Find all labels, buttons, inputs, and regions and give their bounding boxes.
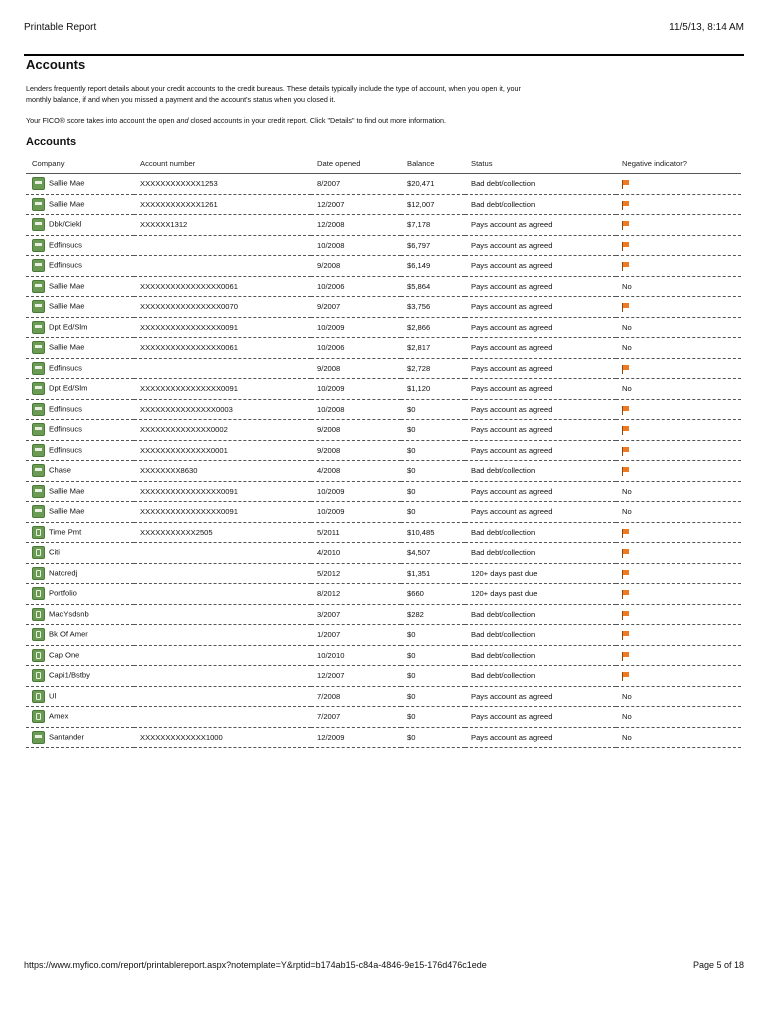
date-opened-cell: 7/2008 [311,686,401,707]
status-cell: Pays account as agreed [465,256,616,277]
company-name: Sallie Mae [49,506,85,516]
date-opened-cell: 12/2009 [311,727,401,748]
company-name: Edfinsucs [49,424,82,434]
date-opened-cell: 10/2008 [311,235,401,256]
company-name: Santander [49,732,85,742]
balance-cell: $660 [401,584,465,605]
negative-indicator-cell: No [616,707,741,728]
negative-indicator-cell: No [616,686,741,707]
table-row [26,625,741,646]
negative-indicator-cell [616,358,741,379]
negative-flag-icon [622,262,629,270]
page-title: Printable Report [24,22,97,33]
balance-cell: $0 [401,481,465,502]
table-title: Accounts [26,136,77,148]
table-row [26,440,741,461]
column-header-status: Status [465,154,616,174]
table-row [26,645,741,666]
column-header-date-opened: Date opened [311,154,401,174]
loan-icon [32,464,45,477]
loan-icon [32,505,45,518]
negative-indicator-cell [616,522,741,543]
date-opened-cell: 9/2008 [311,256,401,277]
negative-indicator-cell [616,440,741,461]
company-cell [26,174,134,195]
company-name: Bk Of Amer [49,629,88,639]
date-opened-cell: 10/2009 [311,317,401,338]
balance-cell: $7,178 [401,215,465,236]
status-cell: Pays account as agreed [465,215,616,236]
date-opened-cell: 10/2008 [311,399,401,420]
status-cell: Pays account as agreed [465,481,616,502]
company-name: Amex [49,711,69,721]
column-header-company: Company [26,154,134,174]
negative-indicator-cell [616,543,741,564]
balance-cell: $0 [401,645,465,666]
company-cell [26,215,134,236]
table-row [26,584,741,605]
negative-indicator-cell: No [616,481,741,502]
status-cell: Bad debt/collection [465,174,616,195]
company-name: Time Pmt [49,527,82,537]
negative-flag-icon [622,672,629,680]
loan-icon [32,341,45,354]
card-icon [32,710,45,723]
date-opened-cell: 8/2012 [311,584,401,605]
date-opened-cell: 9/2008 [311,420,401,441]
company-cell [26,481,134,502]
status-cell: Pays account as agreed [465,686,616,707]
company-cell [26,645,134,666]
date-opened-cell: 9/2008 [311,358,401,379]
status-cell: 120+ days past due [465,563,616,584]
negative-flag-icon [622,406,629,414]
table-row [26,522,741,543]
balance-cell: $0 [401,420,465,441]
company-cell [26,584,134,605]
account-number-cell: XXXXXXXXXXXXX1000 [134,727,311,748]
negative-indicator-cell: No [616,727,741,748]
company-name: Sallie Mae [49,342,85,352]
company-name: Edfinsucs [49,240,82,250]
balance-cell: $10,485 [401,522,465,543]
negative-flag-icon [622,303,629,311]
status-cell: 120+ days past due [465,584,616,605]
negative-indicator-cell [616,297,741,318]
account-number-cell [134,235,311,256]
date-opened-cell: 10/2009 [311,502,401,523]
status-cell: Bad debt/collection [465,522,616,543]
loan-icon [32,239,45,252]
account-number-cell [134,563,311,584]
account-number-cell: XXXXXXXXXXXXXXXX0061 [134,276,311,297]
balance-cell: $5,864 [401,276,465,297]
balance-cell: $2,817 [401,338,465,359]
account-number-cell: XXXXXXXXXXXXXXXX0091 [134,481,311,502]
account-number-cell: XXXXXX1312 [134,215,311,236]
company-cell [26,297,134,318]
status-cell: Pays account as agreed [465,440,616,461]
negative-indicator-cell [616,625,741,646]
date-opened-cell: 9/2008 [311,440,401,461]
company-name: Capi1/Bstby [49,670,90,680]
column-header-account-number: Account number [134,154,311,174]
account-number-cell: XXXXXXXXXXXXXXXX0061 [134,338,311,359]
table-row [26,317,741,338]
company-name: Cap One [49,650,80,660]
company-name: Dpt Ed/Slm [49,322,88,332]
print-datetime: 11/5/13, 8:14 AM [669,22,744,33]
negative-flag-icon [622,590,629,598]
account-number-cell [134,543,311,564]
negative-indicator-cell [616,215,741,236]
balance-cell: $6,797 [401,235,465,256]
table-row [26,194,741,215]
date-opened-cell: 10/2006 [311,338,401,359]
company-cell [26,522,134,543]
account-number-cell: XXXXXXXXXXX2505 [134,522,311,543]
balance-cell: $0 [401,727,465,748]
company-cell [26,440,134,461]
company-name: Portfolio [49,588,77,598]
negative-flag-icon [622,201,629,209]
table-row [26,502,741,523]
company-cell [26,461,134,482]
negative-indicator-cell [616,256,741,277]
card-icon [32,567,45,580]
negative-flag-icon [622,180,629,188]
account-number-cell [134,604,311,625]
status-cell: Bad debt/collection [465,604,616,625]
company-name: Ul [49,691,57,701]
status-cell: Pays account as agreed [465,297,616,318]
loan-icon [32,485,45,498]
account-number-cell [134,645,311,666]
account-number-cell: XXXXXXXXXXXXXXXX0091 [134,317,311,338]
table-row [26,543,741,564]
card-icon [32,690,45,703]
negative-flag-icon [622,570,629,578]
company-name: Sallie Mae [49,199,85,209]
negative-indicator-cell: No [616,276,741,297]
date-opened-cell: 12/2007 [311,666,401,687]
account-number-cell: XXXXXXXXXXXXXXXX0070 [134,297,311,318]
balance-cell: $0 [401,461,465,482]
card-icon [32,608,45,621]
status-cell: Bad debt/collection [465,194,616,215]
account-number-cell [134,584,311,605]
negative-flag-icon [622,611,629,619]
table-row [26,563,741,584]
company-name: Edfinsucs [49,404,82,414]
account-number-cell: XXXXXXXXXXXX1253 [134,174,311,195]
negative-indicator-cell [616,174,741,195]
status-cell: Bad debt/collection [465,645,616,666]
loan-icon [32,444,45,457]
table-row [26,481,741,502]
company-name: Dbk/Ciekl [49,219,82,229]
company-cell [26,358,134,379]
card-icon [32,526,45,539]
table-row [26,461,741,482]
intro-paragraph: Lenders frequently report details about your credit accounts to the credit bureaus. These details typically include the type of account, when you open it, your monthly balance, if and when you missed a payment and the account's status when you closed it. [26,84,521,104]
date-opened-cell: 7/2007 [311,707,401,728]
page-footer [24,960,744,974]
loan-icon [32,423,45,436]
balance-cell: $0 [401,686,465,707]
page-number: Page 5 of 18 [692,960,744,970]
negative-indicator-cell [616,563,741,584]
company-name: Sallie Mae [49,178,85,188]
status-cell: Bad debt/collection [465,666,616,687]
status-cell: Pays account as agreed [465,707,616,728]
company-name: Citi [49,547,60,557]
company-name: Sallie Mae [49,301,85,311]
company-cell [26,256,134,277]
company-cell [26,338,134,359]
date-opened-cell: 4/2008 [311,461,401,482]
company-cell [26,563,134,584]
loan-icon [32,321,45,334]
accounts-table [26,154,741,748]
card-icon [32,649,45,662]
loan-icon [32,403,45,416]
negative-indicator-cell [616,584,741,605]
status-cell: Pays account as agreed [465,317,616,338]
account-number-cell: XXXXXXXXXXXXXXX0003 [134,399,311,420]
balance-cell: $0 [401,707,465,728]
account-number-cell: XXXXXXXXXXXXXXXX0091 [134,502,311,523]
negative-flag-icon [622,426,629,434]
date-opened-cell: 4/2010 [311,543,401,564]
intro-text-end: closed accounts in your credit report. Click "Details" to find out more information. [188,116,447,125]
date-opened-cell: 12/2008 [311,215,401,236]
account-number-cell: XXXXXXXXXXXXXX0001 [134,440,311,461]
balance-cell: $12,007 [401,194,465,215]
table-row [26,686,741,707]
balance-cell: $20,471 [401,174,465,195]
company-cell [26,727,134,748]
table-row [26,379,741,400]
negative-indicator-cell [616,461,741,482]
company-name: Edfinsucs [49,363,82,373]
header-divider [24,54,744,56]
negative-indicator-cell [616,604,741,625]
footer-url: https://www.myfico.com/report/printablereport.aspx?notemplate=Y&rptid=b174ab15-c84a-4846-9e15-176d476c1ede [24,960,487,970]
status-cell: Pays account as agreed [465,235,616,256]
account-number-cell: XXXXXXXXXXXX1261 [134,194,311,215]
negative-indicator-cell [616,420,741,441]
negative-flag-icon [622,365,629,373]
company-cell [26,399,134,420]
company-cell [26,502,134,523]
card-icon [32,628,45,641]
account-number-cell: XXXXXXXXXXXXXXXX0091 [134,379,311,400]
date-opened-cell: 12/2007 [311,194,401,215]
date-opened-cell: 8/2007 [311,174,401,195]
balance-cell: $282 [401,604,465,625]
balance-cell: $4,507 [401,543,465,564]
negative-flag-icon [622,221,629,229]
card-icon [32,669,45,682]
company-name: Natcredj [49,568,78,578]
balance-cell: $1,120 [401,379,465,400]
intro-text-start: Your FICO® score takes into account the open [26,116,177,125]
card-icon [32,587,45,600]
loan-icon [32,300,45,313]
date-opened-cell: 5/2011 [311,522,401,543]
loan-icon [32,731,45,744]
date-opened-cell: 1/2007 [311,625,401,646]
table-row [26,604,741,625]
account-number-cell [134,625,311,646]
negative-indicator-cell [616,235,741,256]
table-row [26,235,741,256]
status-cell: Pays account as agreed [465,399,616,420]
negative-flag-icon [622,652,629,660]
section-heading: Accounts [26,57,86,72]
loan-icon [32,177,45,190]
negative-indicator-cell [616,194,741,215]
balance-cell: $0 [401,625,465,646]
balance-cell: $0 [401,399,465,420]
column-header-negative-indicator: Negative indicator? [616,154,741,174]
negative-indicator-cell [616,645,741,666]
company-cell [26,604,134,625]
negative-indicator-cell: No [616,379,741,400]
date-opened-cell: 5/2012 [311,563,401,584]
loan-icon [32,382,45,395]
company-cell [26,420,134,441]
negative-flag-icon [622,467,629,475]
status-cell: Bad debt/collection [465,625,616,646]
negative-indicator-cell: No [616,338,741,359]
status-cell: Pays account as agreed [465,420,616,441]
intro-emphasis: and [176,116,189,125]
company-name: Edfinsucs [49,445,82,455]
loan-icon [32,218,45,231]
page-header [24,22,744,36]
company-name: Dpt Ed/Slm [49,383,88,393]
company-cell [26,625,134,646]
table-row [26,297,741,318]
status-cell: Pays account as agreed [465,358,616,379]
table-row [26,358,741,379]
balance-cell: $0 [401,666,465,687]
balance-cell: $0 [401,502,465,523]
loan-icon [32,280,45,293]
balance-cell: $3,756 [401,297,465,318]
column-header-balance: Balance [401,154,465,174]
table-row [26,399,741,420]
table-header-row [26,154,741,174]
table-row [26,420,741,441]
company-cell [26,543,134,564]
status-cell: Pays account as agreed [465,276,616,297]
account-number-cell [134,358,311,379]
company-cell [26,379,134,400]
company-cell [26,686,134,707]
date-opened-cell: 10/2010 [311,645,401,666]
table-row [26,276,741,297]
negative-flag-icon [622,242,629,250]
company-cell [26,317,134,338]
status-cell: Pays account as agreed [465,727,616,748]
company-cell [26,194,134,215]
intro-paragraph-2 [26,115,586,126]
company-cell [26,707,134,728]
balance-cell: $1,351 [401,563,465,584]
table-row [26,338,741,359]
balance-cell: $0 [401,440,465,461]
negative-flag-icon [622,631,629,639]
company-name: Sallie Mae [49,281,85,291]
negative-flag-icon [622,529,629,537]
company-name: MacYsdsnb [49,609,89,619]
negative-indicator-cell [616,666,741,687]
status-cell: Bad debt/collection [465,461,616,482]
status-cell: Pays account as agreed [465,338,616,359]
date-opened-cell: 10/2009 [311,379,401,400]
negative-indicator-cell [616,399,741,420]
negative-indicator-cell: No [616,502,741,523]
status-cell: Bad debt/collection [465,543,616,564]
table-row [26,666,741,687]
account-number-cell [134,707,311,728]
balance-cell: $6,149 [401,256,465,277]
date-opened-cell: 3/2007 [311,604,401,625]
company-name: Chase [49,465,71,475]
loan-icon [32,259,45,272]
loan-icon [32,198,45,211]
company-cell [26,235,134,256]
loan-icon [32,362,45,375]
date-opened-cell: 10/2009 [311,481,401,502]
balance-cell: $2,866 [401,317,465,338]
account-number-cell [134,256,311,277]
company-name: Sallie Mae [49,486,85,496]
negative-flag-icon [622,549,629,557]
date-opened-cell: 10/2006 [311,276,401,297]
negative-indicator-cell: No [616,317,741,338]
card-icon [32,546,45,559]
status-cell: Pays account as agreed [465,379,616,400]
status-cell: Pays account as agreed [465,502,616,523]
account-number-cell: XXXXXXXX8630 [134,461,311,482]
table-row [26,727,741,748]
table-row [26,174,741,195]
table-row [26,215,741,236]
company-name: Edfinsucs [49,260,82,270]
negative-flag-icon [622,447,629,455]
company-cell [26,666,134,687]
table-row [26,707,741,728]
balance-cell: $2,728 [401,358,465,379]
table-row [26,256,741,277]
company-cell [26,276,134,297]
account-number-cell [134,686,311,707]
account-number-cell: XXXXXXXXXXXXXX0002 [134,420,311,441]
date-opened-cell: 9/2007 [311,297,401,318]
account-number-cell [134,666,311,687]
